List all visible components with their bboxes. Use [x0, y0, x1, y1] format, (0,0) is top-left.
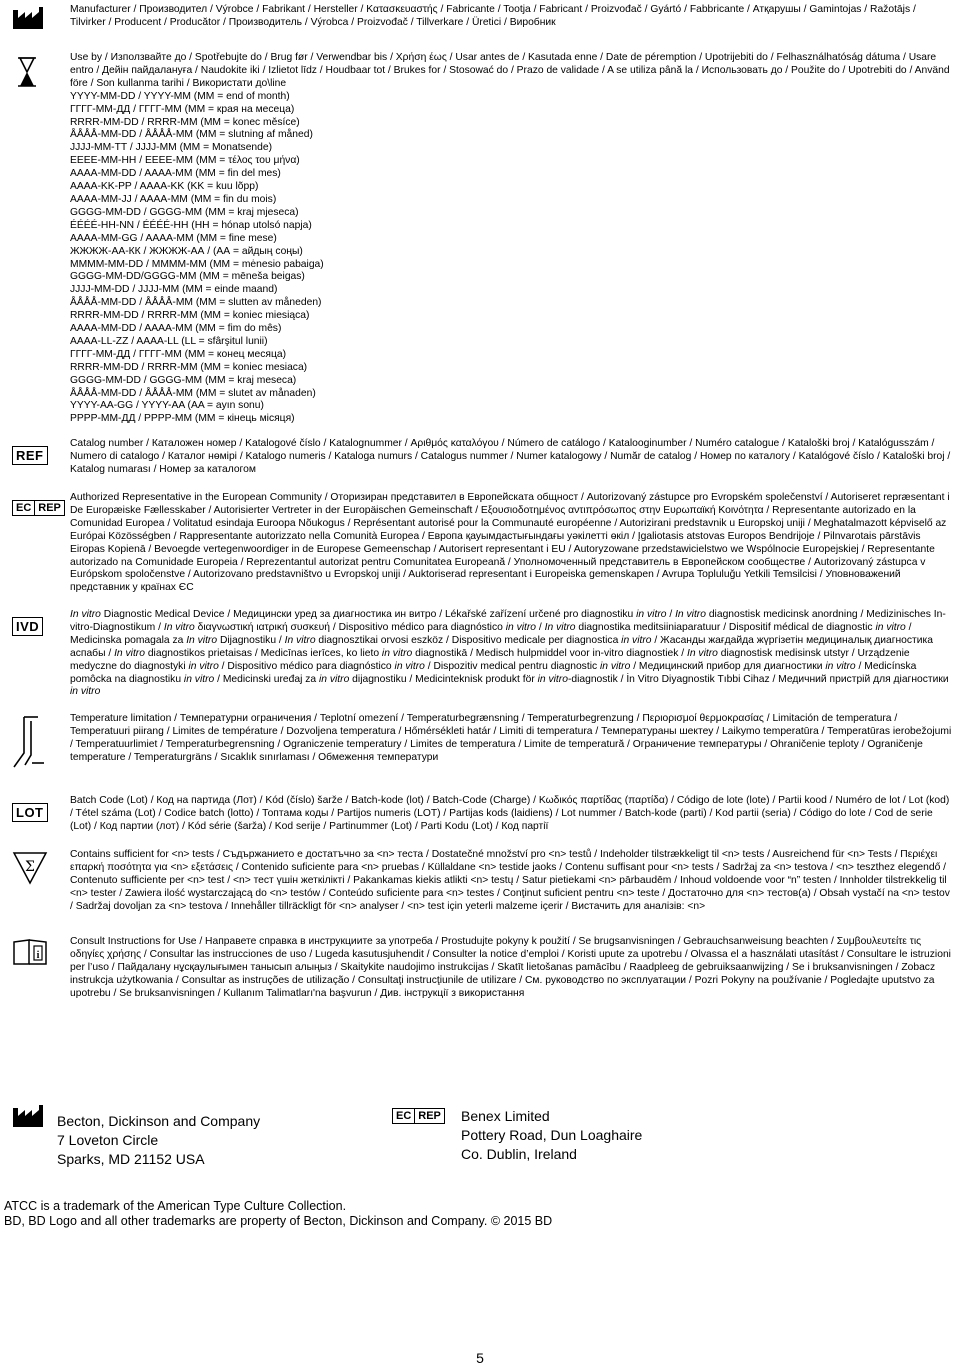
date-format-line: ГГГГ-ММ-ДД / ГГГГ-ММ (ММ = конец месяца): [70, 348, 287, 360]
trademark-bd: BD, BD Logo and all other trademarks are property of Becton, Dickinson and Company. © 2015 BD: [4, 1214, 553, 1228]
ivd-text-segment: / Medicinski uređaj za: [214, 673, 319, 685]
in-vitro-italic: in vitro: [825, 660, 856, 672]
in-vitro-italic: in vitro: [318, 673, 350, 685]
date-format-line: ÉÉÉÉ-HH-NN / ÉÉÉÉ-HH (HH = hónap utolsó napja): [70, 219, 312, 231]
ivd-text-segment: Diagnostic Medical Device / Медицински уред за диагностика ин витро / Lékařské zařízení určené pro diagnostiku: [100, 609, 637, 620]
in-vitro-italic: In vitro: [163, 621, 195, 633]
ivd-text-segment: -diagnostik / İn Vitro Diyagnostik Tıbbi Cihaz / Медичний пристрій для діагностики: [567, 673, 949, 685]
ec-rep-address-line: Benex Limited: [461, 1108, 550, 1124]
date-format-line: RRRR-MM-DD / RRRR-MM (MM = koniec mesiaca): [70, 361, 308, 373]
ivd-text-segment: /: [666, 609, 676, 620]
page-number: 5: [476, 1350, 484, 1366]
rep-label: REP: [418, 1110, 441, 1122]
date-format-line: GGGG-MM-DD/GGGG-MM (MM = mēneša beigas): [70, 271, 305, 283]
footer: [4, 1199, 552, 1229]
svg-text:i: i: [36, 950, 40, 961]
in-vitro-italic: in vitro: [505, 621, 537, 633]
manufacturer-address-line: Becton, Dickinson and Company: [57, 1113, 261, 1129]
ref-label: REF: [12, 446, 48, 465]
ivd-text-segment: / Медицинский прибор для диагностики: [630, 660, 826, 672]
date-format-line: AAAA-KK-PP / AAAA-KK (KK = kuu lõpp): [70, 181, 259, 193]
date-format-line: YYYY-AA-GG / YYYY-AA (AA = ayın sonu): [70, 400, 264, 412]
trademark-atcc: ATCC is a trademark of the American Type Culture Collection.: [4, 1199, 347, 1213]
sigma-triangle-icon: [12, 851, 52, 890]
hourglass-icon: [12, 56, 52, 93]
use-by-text: [70, 52, 952, 426]
date-format-line: RRRR-MM-DD / RRRR-MM (MM = koniec miesiąca): [70, 310, 310, 322]
date-format-line: YYYY-MM-DD / YYYY-MM (MM = end of month): [70, 90, 290, 102]
in-vitro-italic: in vitro: [70, 686, 101, 698]
ivd-text-segment: dijagnostiku / Medicinteknisk produkt för: [349, 673, 538, 685]
contains-text: Contains sufficient for <n> tests / Съдържанието е достатъчно за <n> теста / Dostatečné množství pro <n> testů / Indeholder tilstrækkeligt til <n> tests / Ausreichend für <n> Tests / Περιέχει επαρκή ποσότητα για <n> εξετάσεις / Contenido suficiente para <n> pruebas / Küllaldane <n> testide jaoks / Contenu suffisant pour <n> tests / Sadržaj za <n> testova / <n> teszthez elegendő / Contenuto sufficiente per <n> test / <n> тест үшін жеткілікті / Pakankamas kiekis atlikti <n> testų / Satur pietiekami <n> pārbaudēm / Inhoud voldoende voor “n” testen / Innholder tilstrekkelig til <n> tester / Zawiera ilość wystarczającą do <n> testów / Conteúdo suficiente para <n> testes / Conţinut suficient pentru <n> teste / Достаточно для <n> тестов(а) / Obsah vystačí na <n> testov / Sadržaj dovoljan za <n> testova / Innehåller tillräckligt för <n> analyser / <n> test için yeterli malzeme içerir / Вистачить для аналізів: <n>: [70, 849, 950, 912]
ivd-text-segment: diagnostikos prietaisas / Medicīnas ierīces, ko lieto: [144, 647, 382, 659]
thermometer-icon: [12, 715, 52, 776]
ec-rep-text: Authorized Representative in the European Community / Оторизиран представител в Европейската общност / Autorizovaný zástupce pro Evropském společenství / Autoriseret repræsentant i De Europæiske Fællesskaber / Autorisierter Vertreter in der Europäischen Gemeinschaft / Εξουσιοδοτημένος αντιπρόσωπος στην Ευρωπαϊκή Κοινότητα / Representante autorizado en la Comunidad Europea / Volitatud esindaja Euroopa Nõukogus / Représentant autorisé pour la Communauté européenne / Autorizirani predstavnik u Europskoj uniji / Meghatalmazott képviselő az Európai Közösségben / Rappresentante autorizzato nella Comunità Europea / Европа қауымдастығындағы уәкілетті өкіл / Įgaliotasis atstovas Europos Bendrijoje / Pilnvarotais pārstāvis Eiropas Kopienā / Bevoegde vertegenwoordiger in de Europese Gemeenschap / Autorisert representant i EU / Autoryzowane przedstawicielstwo we Wspólnocie Europejskiej / Representante autorizado na Comunidade Europeia / Reprezentantul autorizat pentru Comunitatea Europeană / Уполномоченный представитель в Европейском сообществе / Autorizovaný zástupca v Európskom spoločenstve / Autorizovano predstavništvo u Evropskoj uniji / Auktoriserad representant i Europeiska gemenskapen / Avrupa Topluluğu Yetkili Temsilcisi / Уповноважений представник у країнах ЄС: [70, 492, 950, 594]
in-vitro-italic: In vitro: [686, 647, 718, 659]
in-vitro-italic: in vitro: [537, 673, 568, 685]
date-format-line: GGGG-MM-DD / GGGG-MM (MM = kraj meseca): [70, 374, 297, 386]
in-vitro-italic: in vitro: [875, 621, 906, 633]
in-vitro-italic: In vitro: [114, 647, 145, 659]
in-vitro-italic: In vitro: [675, 609, 706, 620]
manufacturer-address-line: 7 Loveton Circle: [57, 1132, 159, 1148]
in-vitro-italic: in vitro: [394, 660, 425, 672]
consult-text: Consult Instructions for Use / Направете справка в инструкциите за употреба / Prostudujte pokyny k použití / Se brugsanvisningen / Gebrauchsanweisung beachten / Συμβουλευτείτε τις οδηγίες χρήσης / Consultar las instrucciones de uso / Lugeda kasutusjuhendit / Consulter la notice d’emploi / Koristi upute za upotrebu / Olvassa el a használati utasítást / Consultare le istruzioni per l’uso / Пайдалану нұсқаулығымен танысып алыңыз / Skaitykite naudojimo instrukcijas / Skatīt lietošanas pamācību / Raadpleeg de gebruiksaanwijzing / Se i bruksanvisningen / Zobacz instrukcja użytkowania / Consultar as instruções de utilização / Consultaţi instrucţiunile de utilizare / См. руководство по эксплуатации / Pozri Pokyny na používanie / Pogledajte uputstvo za upotrebu / Se bruksanvisningen / Kullanım Talimatları'na başvurun / Див. інструкції з використання: [70, 936, 951, 999]
ivd-text-segment: diagnosztikai orvosi eszköz / Dispositivo medicale per diagnostica: [315, 634, 622, 646]
manufacturer-address-line: Sparks, MD 21152 USA: [57, 1151, 205, 1167]
date-format-line: GGGG-MM-DD / GGGG-MM (MM = kraj mjeseca): [70, 206, 299, 218]
date-format-line: AAAA-LL-ZZ / AAAA-LL (LL = sfârşitul lunii): [70, 335, 268, 347]
date-format-line: ÅÅÅÅ-MM-DD / ÅÅÅÅ-MM (MM = slutning af måned): [70, 129, 313, 141]
ivd-text-segment: /: [536, 621, 545, 633]
svg-text:Σ: Σ: [25, 859, 35, 875]
date-format-line: ÅÅÅÅ-MM-DD / ÅÅÅÅ-MM (MM = slutet av månaden): [70, 387, 316, 399]
ec-rep-address: [461, 1107, 642, 1164]
in-vitro-italic: in vitro: [381, 647, 413, 659]
manufacturer-icon: [12, 6, 52, 35]
ivd-text: [70, 609, 952, 699]
lot-label: LOT: [12, 803, 48, 822]
date-format-line: JJJJ-MM-DD / JJJJ-MM (MM = einde maand): [70, 284, 278, 296]
ivd-text-segment: / Dispozitiv medical pentru diagnostic: [424, 660, 600, 672]
manufacturer-address: [57, 1112, 260, 1169]
lot-icon: [12, 803, 52, 822]
ec-rep-icon: [12, 498, 61, 516]
ivd-icon: [12, 617, 52, 636]
lot-text: Batch Code (Lot) / Код на партида (Лот) / Kód (číslo) šarže / Batch-kode (lot) / Batch-Code (Charge) / Κωδικός παρτίδας (παρτίδα) / Código de lote (lote) / Partii kood / Numéro de lot / Lot (kod) / Tétel száma (Lot) / Codice batch (lotto) / Топтама коды / Partijos numeris (LOT) / Partijas kods (laidiens) / Lot nummer / Batch-kode (parti) / Kod partii (seria) / Código do lote / Cod de serie (Lot) / Код партии (лот) / Kód série (šarža) / Kod serije / Partinummer (Lot) / Parti Kodu (Lot) / Код партії: [70, 795, 950, 832]
ref-icon: [12, 446, 52, 465]
in-vitro-italic: in vitro: [183, 673, 215, 685]
ivd-text-segment: / Dispositivo médico para diagnóstico: [218, 660, 395, 672]
ivd-text-segment: Dijagnostiku /: [217, 634, 285, 646]
in-vitro-italic: in vitro: [621, 634, 652, 646]
ivd-text-segment: / Medicinska pomagala za: [70, 621, 912, 646]
date-format-line: AAAA-MM-GG / AAAA-MM (MM = fine mese): [70, 232, 277, 244]
date-format-line: РРРР-ММ-ДД / РРРР-ММ (ММ = кінець місяця): [70, 413, 295, 425]
in-vitro-italic: In vitro: [186, 634, 218, 646]
catalog-text: Catalog number / Каталожен номер / Katalogové číslo / Katalognummer / Αριθμός καταλόγου / Número de catálogo / Katalooginumber / Numéro catalogue / Kataloški broj / Katalógusszám / Numero di catalogo / Каталог нөмірі / Katalogo numeris / Kataloga numurs / Catalogus nummer / Numer katalogowy / Număr de catalog / Номер по каталогу / Katalógové číslo / Kataloški broj / Katalog numarası / Номер за каталогом: [70, 438, 951, 475]
date-format-line: RRRR-MM-DD / RRRR-MM (MM = konec měsíce): [70, 116, 300, 128]
ec-rep-address-icon: [392, 1106, 445, 1124]
date-format-line: ЖЖЖЖ-АА-КК / ЖЖЖЖ-АА / (АА = айдың соңы): [70, 245, 303, 257]
in-vitro-italic: In vitro: [284, 634, 316, 646]
in-vitro-italic: In vitro: [70, 609, 101, 620]
date-format-line: AAAA-MM-DD / AAAA-MM (MM = fim do mês): [70, 323, 282, 335]
date-format-line: AAAA-MM-JJ / AAAA-MM (MM = fin du mois): [70, 193, 277, 205]
manufacturer-text: Manufacturer / Производител / Výrobce / Fabrikant / Hersteller / Κατασκευαστής / Fabricante / Tootja / Fabricant / Proizvođač / Gyártó / Fabbricante / Атқарушы / Gamintojas / Ražotājs / Tilvirker / Producent / Producător / Производитель / Výrobca / Proizvođač / Tillverkare / Üretici / Виробник: [70, 4, 916, 28]
ivd-text-segment: diagnostisk medisinsk utstyr / Urządzenie medyczne do diagnostyki: [70, 647, 910, 672]
ivd-text-segment: diagnostikā / Medisch hulpmiddel voor in-vitro diagnostiek /: [412, 647, 687, 659]
date-format-list: [70, 91, 952, 427]
in-vitro-italic: In vitro: [544, 621, 576, 633]
date-format-line: ÅÅÅÅ-MM-DD / ÅÅÅÅ-MM (MM = slutten av måneden): [70, 297, 322, 309]
ivd-text-segment: diagnostika meditsiiniaparatuur / Dispositif médical de diagnostic: [575, 621, 876, 633]
ec-rep-address-line: Co. Dublin, Ireland: [461, 1146, 577, 1162]
use-by-heading: Use by / Използвайте до / Spotřebujte do / Brug før / Verwendbar bis / Χρήση έως / Usar antes de / Kasutada enne / Date de péremption / Upotrijebiti do / Felhasználhatóság dátuma / Usare entro / Дейін пайдалануға / Naudokite iki / Izlietot līdz / Houdbaar tot / Brukes for / Stosować do / Prazo de validade / A se utiliza până la / Использовать до / Použite do / Upotrebiti do / Använd före / Son kullanma tarihi / Використати до\line: [70, 52, 950, 89]
ivd-text-segment: διαγνωστική ιατρική συσκευή / Dispositivo médico para diagnóstico: [194, 621, 506, 633]
ec-label: EC: [393, 1109, 415, 1123]
date-format-line: AAAA-MM-DD / AAAA-MM (MM = fin del mes): [70, 168, 281, 180]
ivd-text-segment: / Жасанды жағдайда жүргізетін медициналық диагностика аспабы /: [70, 634, 933, 659]
date-format-line: ГГГГ-ММ-ДД / ГГГГ-ММ (ММ = края на месеца): [70, 103, 295, 115]
rep-label: REP: [38, 502, 61, 514]
instructions-book-icon: [12, 938, 52, 971]
in-vitro-italic: in vitro: [600, 660, 631, 672]
ec-rep-address-line: Pottery Road, Dun Loaghaire: [461, 1127, 643, 1143]
ivd-label: IVD: [12, 617, 43, 636]
ivd-text-segment: / Medicínska pomôcka na diagnostiku: [70, 660, 917, 685]
manufacturer-address-icon: [12, 1104, 44, 1133]
ivd-text-segment: diagnostisk medicinsk anordning / Medizinisches In-vitro-Diagnostikum /: [70, 609, 946, 633]
temperature-text: Temperature limitation / Температурни ограничения / Teplotní omezení / Temperaturbegrænsning / Temperaturbegrenzung / Περιορισμοί θερμοκρασίας / Limitación de temperatura / Temperatuuri piirang / Limites de température / Dozvoljena temperatura / Hőmérsékleti határ / Limiti di temperatura / Температураны шектеу / Laikymo temperatūra / Temperatūras ierobežojumi / Temperatuurlimiet / Temperaturbegrensning / Ograniczenie temperatury / Limites de temperatura / Limite de temperatură / Ограничение температуры / Ohraničenie teploty / Ograničenje temperature / Temperaturgräns / Sıcaklık sınırlaması / Обмеження температури: [70, 713, 952, 763]
ec-label: EC: [13, 501, 35, 515]
date-format-line: MMMM-MM-DD / MMMM-MM (MM = mėnesio pabaiga): [70, 258, 324, 270]
in-vitro-italic: in vitro: [188, 660, 219, 672]
date-format-line: ΕΕΕΕ-ΜΜ-ΗΗ / ΕΕΕΕ-ΜΜ (ΜΜ = τέλος του μήνα): [70, 155, 300, 167]
date-format-line: JJJJ-MM-TT / JJJJ-MM (MM = Monatsende): [70, 142, 273, 154]
in-vitro-italic: in vitro: [636, 609, 667, 620]
